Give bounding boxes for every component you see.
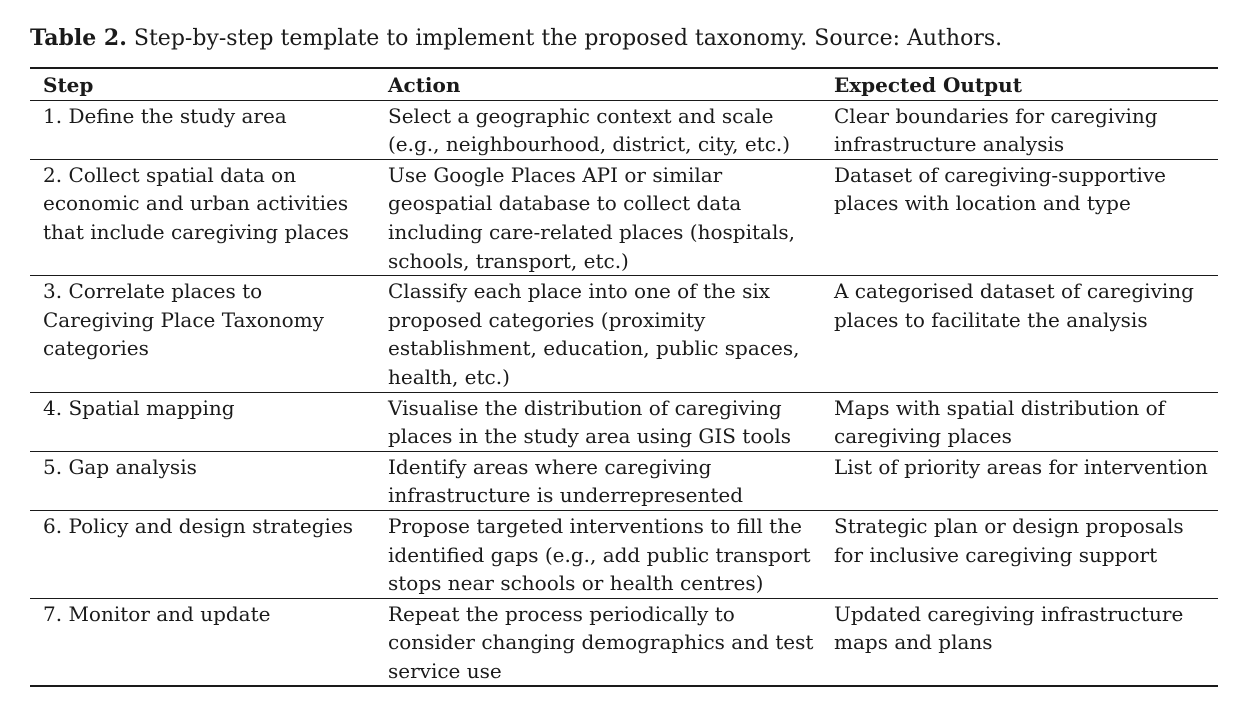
table-caption-label: Table 2. (30, 25, 127, 51)
cell-action: Propose targeted interventions to fill the identified gaps (e.g., add public transport stops near schools or health centres) (388, 513, 811, 596)
header-expected-output: Expected Output (834, 73, 1022, 97)
table-caption-text: Step-by-step template to implement the proposed taxonomy. Source: Authors. (126, 26, 1003, 51)
cell-step: 4. Spatial mapping (43, 395, 235, 420)
cell-action: Visualise the distribution of caregiving places in the study area using GIS tools (388, 395, 792, 449)
cell-expected-output: Strategic plan or design proposals for inclusive caregiving support (834, 513, 1184, 567)
table-row (30, 159, 1218, 275)
table-row (30, 392, 1218, 451)
cell-action: Classify each place into one of the six proposed categories (proximity establishment, education, public spaces, health, etc.) (388, 279, 800, 389)
header-action: Action (388, 73, 461, 97)
cell-expected-output: Maps with spatial distribution of caregiving places (834, 395, 1166, 449)
cell-action: Repeat the process periodically to consider changing demographics and test service use (388, 601, 814, 683)
cell-step: 6. Policy and design strategies (43, 513, 354, 538)
cell-step: 3. Correlate places to Caregiving Place Taxonomy categories (43, 279, 324, 361)
table-row (30, 598, 1218, 686)
table-row (30, 100, 1218, 159)
taxonomy-template-table (30, 67, 1218, 687)
table-row (30, 451, 1218, 510)
cell-step: 1. Define the study area (43, 103, 287, 128)
cell-step: 2. Collect spatial data on economic and urban activities that include caregiving places (43, 162, 349, 244)
cell-action: Select a geographic context and scale (e.g., neighbourhood, district, city, etc.) (388, 103, 791, 157)
cell-action: Identify areas where caregiving infrastructure is underrepresented (388, 454, 744, 508)
cell-expected-output: Updated caregiving infrastructure maps and plans (834, 601, 1184, 655)
table-caption (30, 22, 1002, 55)
cell-action: Use Google Places API or similar geospatial database to collect data including care-related places (hospitals, schools, transport, etc.) (388, 162, 795, 273)
table-header-row (30, 68, 1218, 100)
cell-step: 7. Monitor and update (43, 601, 271, 626)
cell-step: 5. Gap analysis (43, 454, 197, 479)
cell-expected-output: Dataset of caregiving-supportive places with location and type (834, 162, 1166, 216)
cell-expected-output: List of priority areas for intervention (834, 454, 1208, 479)
cell-expected-output: A categorised dataset of caregiving places to facilitate the analysis (834, 279, 1194, 332)
table-row (30, 276, 1218, 392)
header-step: Step (43, 73, 94, 97)
cell-expected-output: Clear boundaries for caregiving infrastructure analysis (834, 103, 1158, 157)
table-row (30, 510, 1218, 598)
